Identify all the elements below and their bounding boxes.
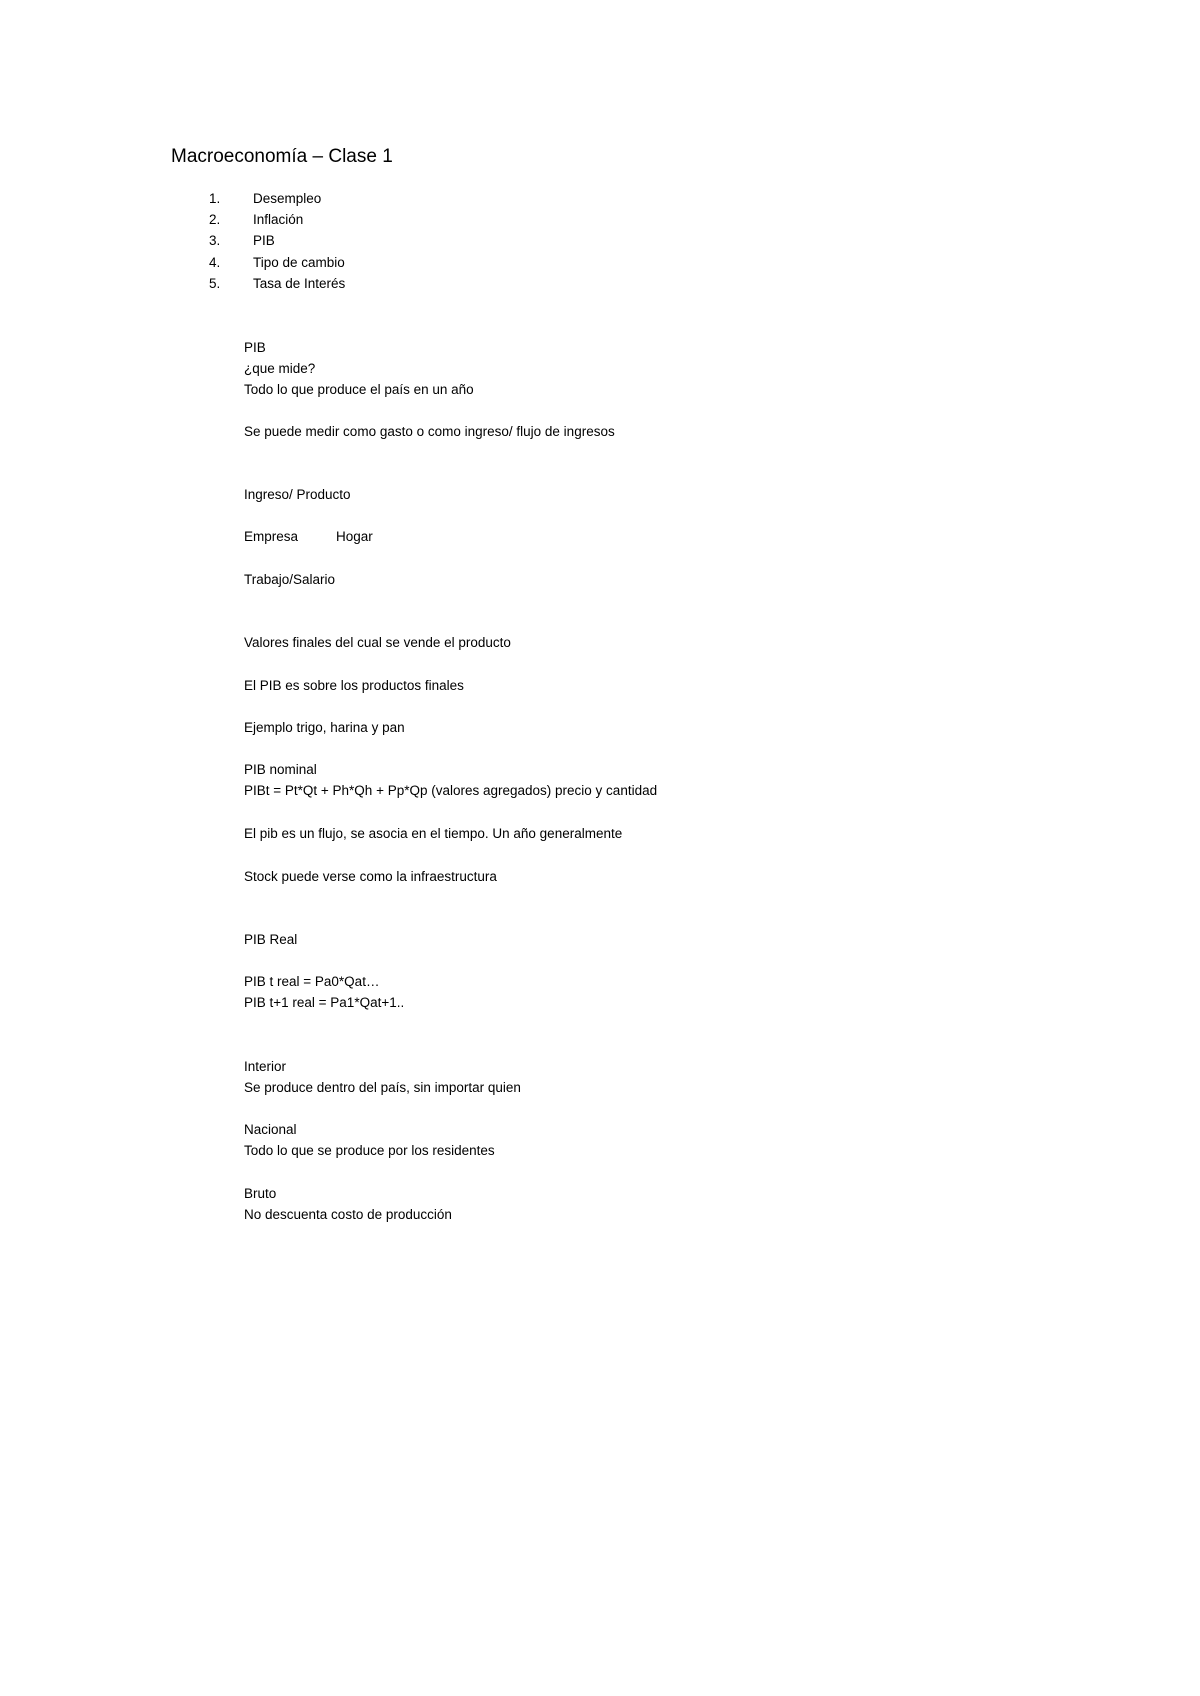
definition-line: Todo lo que se produce por los residentes [244, 1143, 495, 1158]
note-line: Stock puede verse como la infraestructura [244, 869, 497, 884]
empresa-label: Empresa [244, 529, 299, 544]
pib-heading: PIB [244, 340, 266, 355]
flow-label: Ingreso/ Producto [244, 487, 351, 502]
formula-line: PIBt = Pt*Qt + Ph*Qh + Pp*Qp (valores agregados) precio y cantidad [244, 783, 658, 798]
list-item-label: Desempleo [253, 191, 322, 206]
list-item-label: Inflación [253, 212, 304, 228]
list-item-number: 4. [209, 254, 221, 270]
definition-line: Se produce dentro del país, sin importar quien [244, 1080, 521, 1095]
list-item-number: 2. [209, 212, 221, 228]
nacional-heading: Nacional [244, 1122, 297, 1137]
definition-line: Todo lo que produce el país en un año [244, 382, 474, 397]
list-item [200, 230, 345, 251]
list-item-number: 3. [209, 233, 221, 249]
note-line: Ejemplo trigo, harina y pan [244, 720, 405, 735]
interior-heading: Interior [244, 1059, 287, 1074]
list-item [200, 209, 345, 230]
list-item-label: Tasa de Interés [253, 275, 346, 291]
note-line: El pib es un flujo, se asocia en el tiempo. Un año generalmente [244, 826, 623, 841]
pib-real-heading: PIB Real [244, 932, 298, 947]
list-item-label: Tipo de cambio [253, 254, 345, 270]
pib-nominal-heading: PIB nominal [244, 762, 317, 777]
document-title: Macroeconomía – Clase 1 [171, 146, 393, 167]
note-line: Valores finales del cual se vende el producto [244, 635, 511, 650]
topic-list [200, 188, 345, 294]
bruto-heading: Bruto [244, 1186, 277, 1201]
agents-line [244, 526, 373, 547]
flow-label: Trabajo/Salario [244, 572, 336, 587]
list-item-number: 1. [209, 191, 221, 206]
formula-line: PIB t+1 real = Pa1*Qat+1.. [244, 995, 405, 1010]
question-line: ¿que mide? [244, 361, 316, 376]
list-item [200, 252, 345, 273]
note-line: El PIB es sobre los productos finales [244, 678, 464, 693]
list-item-label: PIB [253, 233, 275, 249]
hogar-label: Hogar [336, 529, 373, 544]
list-item [200, 188, 345, 209]
list-item [200, 273, 345, 294]
formula-line: PIB t real = Pa0*Qat… [244, 974, 380, 989]
measurement-line: Se puede medir como gasto o como ingreso/ flujo de ingresos [244, 424, 615, 439]
list-item-number: 5. [209, 275, 221, 291]
definition-line: No descuenta costo de producción [244, 1207, 452, 1222]
